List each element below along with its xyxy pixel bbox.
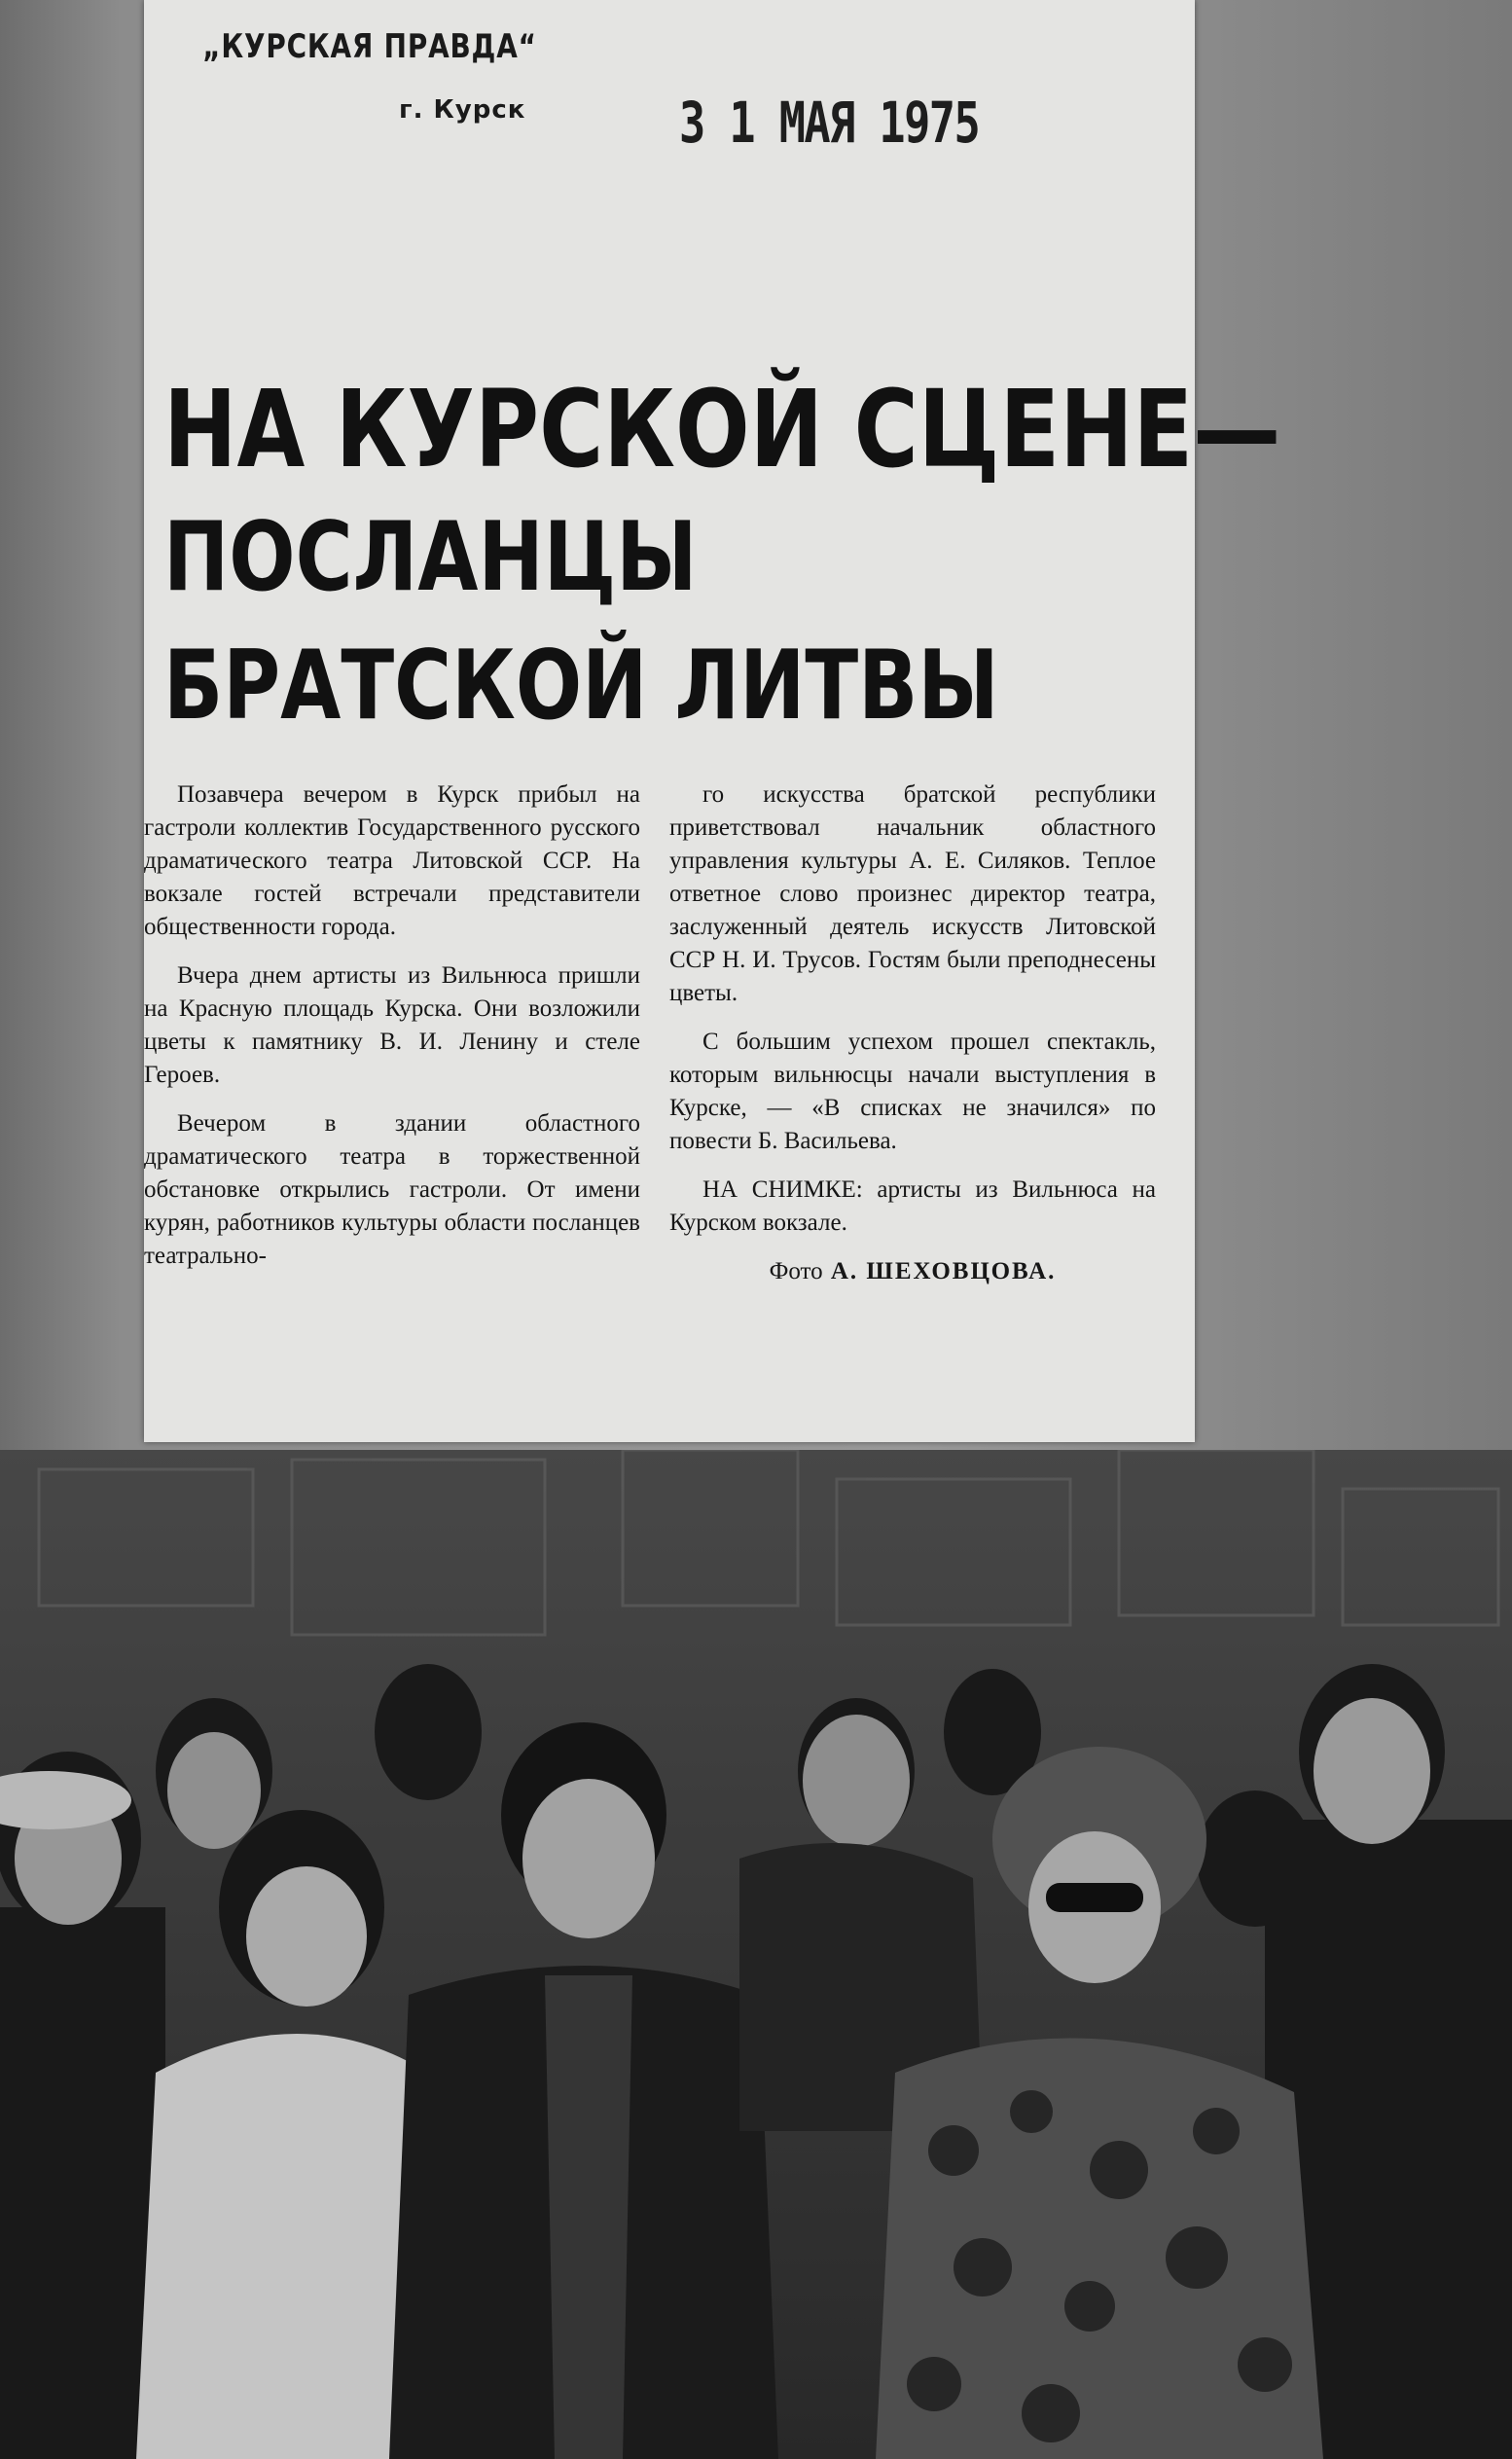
- paragraph: Позавчера вечером в Курск прибыл на гастроли коллектив Государственного русского драматического театра Литовской ССР. На вокзале гостей встречали представители общественности города.: [144, 781, 640, 940]
- paragraph: С большим успехом прошел спектакль, которым вильнюсцы начали выступления в Курске, — «В списках не значился» по повести Б. Васильева.: [669, 1029, 1156, 1154]
- photo-illustration: [0, 1450, 1512, 2459]
- paragraph: Вчера днем артисты из Вильнюса пришли на Красную площадь Курска. Они возложили цветы к памятнику В. И. Ленину и стеле Героев.: [144, 962, 640, 1088]
- newspaper-city: г. Курск: [399, 95, 526, 125]
- headline-line-2: ПОСЛАНЦЫ: [163, 502, 698, 613]
- paragraph: Вечером в здании областного драматического театра в торжественной обстановке открылись гастроли. От имени курян, работников культуры области посланцев театрально-: [144, 1110, 640, 1269]
- photo-credit-name: А. ШЕХОВЦОВА.: [830, 1258, 1057, 1284]
- headline-line-3: БРАТСКОЙ ЛИТВЫ: [163, 631, 999, 741]
- photo-credit-label: Фото: [769, 1258, 823, 1284]
- article-headline: [163, 367, 1281, 741]
- article-column-2: [669, 778, 1156, 1304]
- headline-line-1: НА КУРСКОЙ СЦЕНЕ—: [163, 367, 1281, 491]
- article-column-1: [144, 778, 640, 1288]
- article-body: [144, 778, 1195, 1421]
- photo-credit: [669, 1255, 1156, 1288]
- group-photo: [0, 1450, 1512, 2459]
- paragraph: го искусства братской республики приветствовал начальник областного управления культуры А. Е. Силяков. Теплое ответное слово произнес директор театра, заслуженный деятель искусств Литовской ССР Н. И. Трусов. Гостям были преподнесены цветы.: [669, 781, 1156, 1006]
- newspaper-name: „КУРСКАЯ ПРАВДА“: [202, 27, 537, 66]
- photo-caption: НА СНИМКЕ: артисты из Вильнюса на Курском вокзале.: [669, 1176, 1156, 1236]
- date-stamp: 3 1 МАЯ 1975: [679, 90, 980, 156]
